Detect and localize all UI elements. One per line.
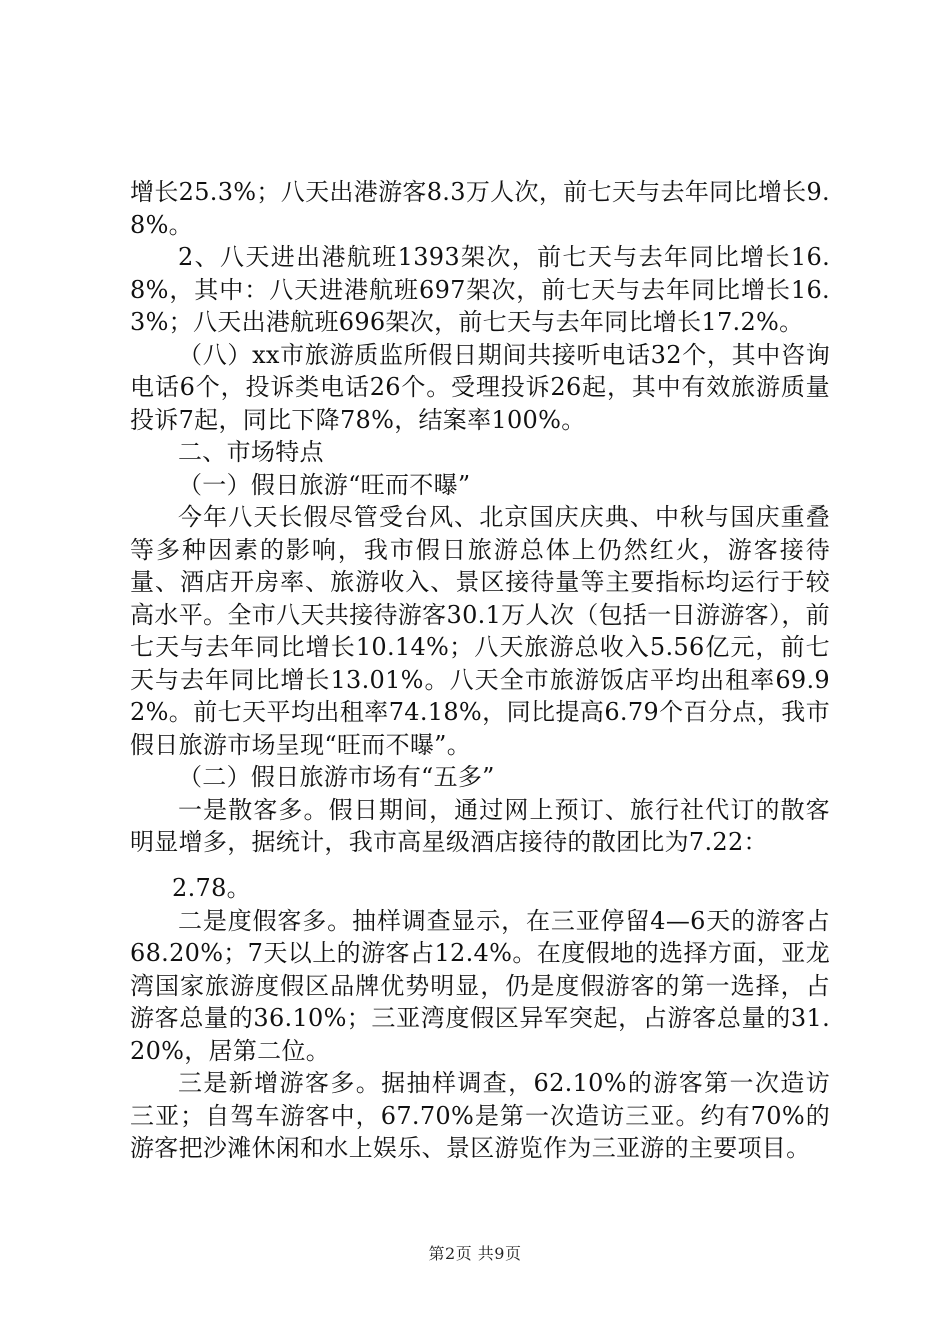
subheading-five-many: （二）假日旅游市场有“五多”: [178, 763, 495, 791]
paragraph-independent-travelers: 一是散客多。假日期间，通过网上预订、旅行社代订的散客明显增多，据统计，我市高星级酒店接待的散团比为7.22：: [130, 795, 830, 856]
paragraph-new-travelers: 三是新增游客多。据抽样调查，62.10%的游客第一次造访三亚；自驾车游客中，67.70%是第一次造访三亚。约有70%的游客把沙滩休闲和水上娱乐、景区游览作为三亚游的主要项目。: [130, 1069, 830, 1162]
paragraph-holiday-overview: 今年八天长假尽管受台风、北京国庆庆典、中秋与国庆重叠等多种因素的影响，我市假日旅游总体上仍然红火，游客接待量、酒店开房率、旅游收入、景区接待量等主要指标均运行于较高水平。全市八天共接待游客30.1万人次（包括一日游游客），前七天与去年同比增长10.14%；八天旅游总收入5.56亿元，前七天与去年同比增长13.01%。八天全市旅游饭店平均出租率69.92%。前七天平均出租率74.18%，同比提高6.79个百分点，我市假日旅游市场呈现“旺而不曝”。: [130, 503, 830, 759]
section-heading-market-features: 二、市场特点: [178, 438, 324, 466]
text-block-upper: [130, 176, 830, 859]
paragraph-ratio-continued: 2.78。: [172, 874, 251, 902]
paragraph-flights: 2、八天进出港航班1393架次，前七天与去年同比增长16.8%，其中：八天进港航班697架次，前七天与去年同比增长16.3%；八天出港航班696架次，前七天与去年同比增长17.2%。: [130, 243, 830, 336]
paragraph-vacation-travelers: 二是度假客多。抽样调查显示，在三亚停留4—6天的游客占68.20%；7天以上的游客占12.4%。在度假地的选择方面，亚龙湾国家旅游度假区品牌优势明显，仍是度假游客的第一选择，占游客总量的36.10%；三亚湾度假区异军突起，占游客总量的31.20%，居第二位。: [130, 906, 830, 1065]
text-block-lower: [130, 872, 830, 1165]
subheading-prosperous: （一）假日旅游“旺而不曝”: [178, 470, 471, 499]
paragraph-quality-supervision: （八）xx市旅游质监所假日期间共接听电话32个，其中咨询电话6个，投诉类电话26个。受理投诉26起，其中有效旅游质量投诉7起，同比下降78%，结案率100%。: [130, 340, 830, 434]
page-number-footer: 第2页 共9页: [428, 1244, 522, 1263]
paragraph-passenger-growth: 增长25.3%；八天出港游客8.3万人次，前七天与去年同比增长9.8%。: [130, 178, 830, 239]
